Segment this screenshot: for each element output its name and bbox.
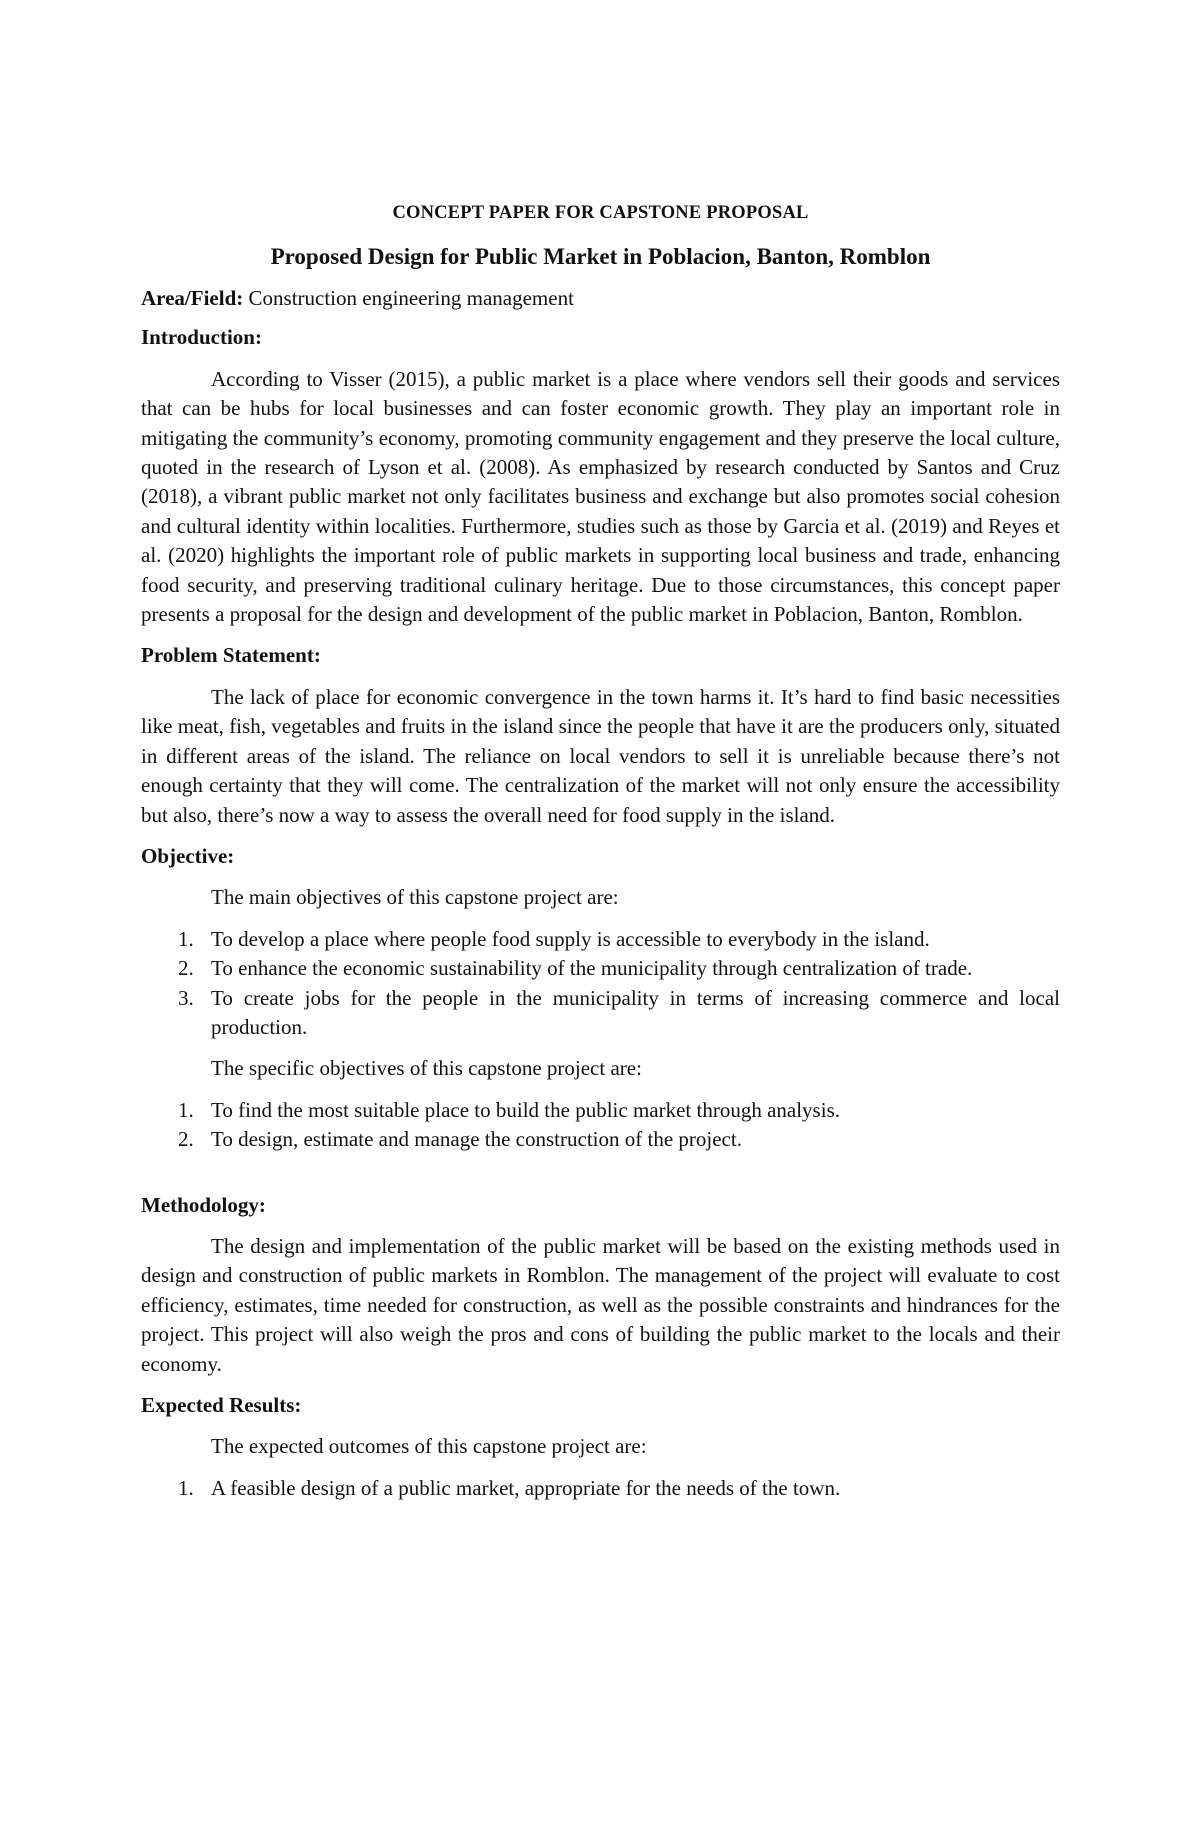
list-item	[141, 1474, 1060, 1503]
problem-statement-paragraph: The lack of place for economic convergence in the town harms it. It’s hard to find basic necessities like meat, fish, vegetables and fruits in the island since the people that have it are the producers only, situated in different areas of the island. The reliance on local vendors to sell it is unreliable because there’s not enough certainty that they will come. The centralization of the market will not only ensure the accessibility but also, there’s now a way to assess the overall need for food supply in the island.	[141, 684, 1060, 827]
specific-objectives-list	[141, 1096, 1060, 1155]
area-field-line	[141, 284, 1060, 313]
list-item-text: To design, estimate and manage the construction of the project.	[211, 1127, 742, 1152]
objective-heading: Objective:	[141, 843, 235, 868]
methodology-heading: Methodology:	[141, 1192, 266, 1217]
list-item	[141, 954, 1060, 983]
area-field-label: Area/Field:	[141, 286, 244, 310]
introduction-paragraph: According to Visser (2015), a public market is a place where vendors sell their goods and services that can be hubs for local businesses and can foster economic growth. They play an important role in mitigating the community’s economy, promoting community engagement and they preserve the local culture, quoted in the research of Lyson et al. (2008). As emphasized by research conducted by Santos and Cruz (2018), a vibrant public market not only facilitates business and exchange but also promotes social cohesion and cultural identity within localities. Furthermore, studies such as those by Garcia et al. (2019) and Reyes et al. (2020) highlights the important role of public markets in supporting local business and trade, enhancing food security, and preserving traditional culinary heritage. Due to those circumstances, this concept paper presents a proposal for the design and development of the public market in Poblacion, Banton, Romblon.	[141, 366, 1060, 627]
main-objectives-intro: The main objectives of this capstone project are:	[211, 885, 619, 910]
list-item	[141, 1096, 1060, 1125]
list-item-number: 1.	[178, 1475, 194, 1500]
document-page	[141, 200, 1060, 1515]
list-item-number: 3.	[178, 985, 194, 1010]
list-item-text: To develop a place where people food supply is accessible to everybody in the island.	[211, 926, 930, 951]
document-title: Proposed Design for Public Market in Poblacion, Banton, Romblon	[270, 244, 931, 269]
main-objectives-list	[141, 925, 1060, 1043]
list-item	[141, 925, 1060, 954]
list-item-number: 2.	[178, 956, 194, 981]
list-item	[141, 984, 1060, 1043]
list-item-text: To find the most suitable place to build the public market through analysis.	[211, 1097, 840, 1122]
introduction-heading: Introduction:	[141, 325, 262, 350]
document-heading: CONCEPT PAPER FOR CAPSTONE PROPOSAL	[392, 203, 809, 223]
list-item-number: 2.	[178, 1127, 194, 1152]
expected-results-intro: The expected outcomes of this capstone project are:	[211, 1434, 647, 1459]
expected-results-list	[141, 1474, 1060, 1503]
section-spacer	[141, 1167, 1060, 1191]
list-item-text: To create jobs for the people in the municipality in terms of increasing commerce and local production.	[211, 985, 1060, 1039]
list-item-text: A feasible design of a public market, appropriate for the needs of the town.	[211, 1475, 841, 1500]
list-item-text: To enhance the economic sustainability of the municipality through centralization of trade.	[211, 956, 973, 981]
expected-results-heading: Expected Results:	[141, 1393, 302, 1417]
specific-objectives-intro: The specific objectives of this capstone project are:	[211, 1056, 642, 1081]
list-item	[141, 1125, 1060, 1154]
problem-statement-heading: Problem Statement:	[141, 643, 321, 668]
area-field-value: Construction engineering management	[243, 286, 574, 310]
list-item-number: 1.	[178, 926, 194, 951]
methodology-paragraph: The design and implementation of the public market will be based on the existing methods used in design and construction of public markets in Romblon. The management of the project will evaluate to cost efficiency, estimates, time needed for construction, as well as the possible constraints and hindrances for the project. This project will also weigh the pros and cons of building the public market to the locals and their economy.	[141, 1233, 1060, 1376]
list-item-number: 1.	[178, 1097, 194, 1122]
